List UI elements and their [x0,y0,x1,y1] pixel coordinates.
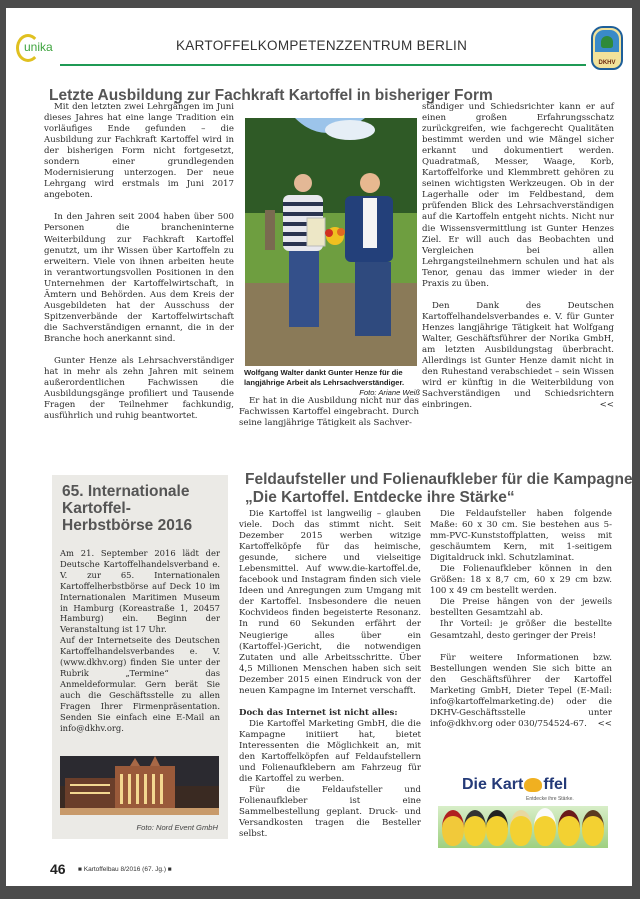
potato-face-icon [464,810,486,846]
article1-column-2 [239,396,419,429]
unika-logo [16,34,64,64]
paragraph: ständiger und Schiedsrichter kann er auf einen großen Erfahrungsschatz zurückgreifen, wie fachgerecht Qualitäten bestimmt werden und wie Mängel sicher erkannt und dokumentiert werden. Quadratmaß, Messer, Waage, Korb, Kartoffelforke und Klemmbrett gehören zu seinen wichtigsten Werkzeugen. Ob in der Lagerhalle oder im Feldbestand, dem prüfenden Blick des Lehrsachverständigen auf die Kartoffeln entgeht nichts. Nicht nur die Wissensvermittlung ist Gunter Henzes Ziel. Er will auch das Beobachten und Vergleichen bei allen Lehrgangsteilnehmern schulen und hat als Tenor, genau das immer wieder in der Praxis zu üben. [422,102,614,289]
campaign-logo: Die Kart ffel [462,776,568,793]
article2-column-2 [430,509,612,730]
museum-photo [60,756,219,815]
dkhv-logo-text: DKHV [598,60,616,66]
paragraph: Am 21. September 2016 lädt der Deutsche Kartoffelhandelsverband e. V. zur 65. Internationalen Kartoffelherbstbörse auf Deck 10 im Internationalen Maritimen Museum in Hamburg (Koreastraße 1, 20457 Hamburg) ein. Beginn der Veranstaltung ist 17 Uhr. [60,548,220,635]
article2-subheading: Doch das Internet ist nicht alles: [239,707,398,718]
paragraph: Den Dank des Deutschen Kartoffelhandelsverbandes e. V. für Gunter Henzes langjährige Tätigkeit hat Wolfgang Walter, Geschäftsführer der Norika GmbH, am letzten Ausbildungstag überbracht. Allerdings ist Gunter Henze damit nicht in den Ruhestand verabschiedet – sein Wissen wird er künftig in die Weiterbildung von Sachverständigen und Schiedsrichtern einbringen. << [422,300,614,411]
potato-face-icon [534,808,556,846]
article-end-mark: << [599,400,614,411]
photo-credit: Foto: Ariane Weiß [359,388,420,397]
article1-photo-caption [244,368,420,398]
two-men-award-photo [245,118,417,366]
potato-heart-icon [524,778,542,792]
potato-face-icon [510,810,532,846]
caption-text: Wolfgang Walter dankt Gunter Henze für die langjährige Arbeit als Lehrsachverständiger. [244,368,405,387]
paragraph: Für weitere Informationen bzw. Bestellungen wenden Sie sich bitte an den Geschäftsführer der Kartoffel Marketing GmbH, Dieter Tepel (E-Mail: info@kartoffelmarketing.de) oder die DKHV-Geschäftsstelle unter info@dkhv.org oder 030/754524-67. << [430,652,612,729]
unika-logo-text: unika [24,40,53,54]
publication-info: ■ Kartoffelbau 8/2016 (67. Jg.) ■ [78,866,172,873]
paragraph: Die Kartoffel ist langweilig – glauben viele. Doch das stimmt nicht. Seit Dezember 2015 werben witzige Kartoffelköpfe für das heimische, gesunde, sichere und vielseitige Lebensmittel. Auf www.die-kartoffel.de, facebook und Instagram finden sich viele Ideen und Anregungen zum Umgang mit der Kartoffel. Insbesondere die neuen Kochvideos finden begeisterte Resonanz. In rund 60 Sekunden erfährt der Neugierige alles über ein (Kartoffel-)Gericht, die notwendigen Zutaten und alle Arbeitsschritte. Über 4,5 Millionen Menschen haben sich seit Dezember 2015 einen Eindruck von der neuen Kampagne im Internet verschafft. [239,509,421,696]
paragraph: Mit den letzten zwei Lehrgängen im Juni dieses Jahres hat eine lange Tradition ein vorläufiges Ende gefunden – die Ausbildung zur Fachkraft Kartoffel wird in der bisherigen Form nicht fortgesetzt, sondern einer grundlegenden Modernisierung unterzogen. Der neue Lehrgang wird erstmals im Juni 2017 angeboten. [44,102,234,201]
article-end-mark: << [597,718,612,729]
museum-building-night-photo [60,756,219,815]
potato-face-icon [442,810,464,846]
die-kartoffel-campaign-ad [438,768,608,848]
event-info-box [52,475,228,839]
article2-column-1 [239,509,421,840]
section-header-title: KARTOFFELKOMPETENZZENTRUM BERLIN [176,38,468,53]
event-box-headline: 65. Internationale Kartoffel-Herbstbörse 2016 [62,483,193,534]
article1-column-1 [44,102,234,433]
potato-faces-illustration [438,806,608,848]
campaign-tagline: Entdecke ihre Stärke. [526,796,574,802]
paragraph: Die Preise hängen von der jeweils bestellten Gesamtzahl ab. [430,597,612,619]
article1-column-3 [422,102,614,422]
paragraph: Die Folienaufkleber können in den Größen: 18 x 8,7 cm, 60 x 29 cm bzw. 100 x 49 cm bestellt werden. [430,564,612,597]
museum-photo-credit: Foto: Nord Event GmbH [136,823,218,832]
paragraph: Für die Feldaufsteller und Folienaufkleber ist eine Sammelbestellung geplant. Druck- und Versandkosten tragen die Besteller selbst. [239,785,421,840]
event-box-body [60,548,220,733]
dkhv-emblem-icon [591,26,623,70]
potato-face-icon [486,810,508,846]
potato-face-icon [558,810,580,846]
paragraph: Ihr Vorteil: je größer die bestellte Gesamtzahl, desto geringer der Preis! [430,619,612,641]
paragraph: In den Jahren seit 2004 haben über 500 Personen die brancheninterne Weiterbildung zur Fachkraft Kartoffel genutzt, um ihr Wissen über Kartoffeln zu erweitern. Viele von ihnen arbeiten heute in verantwortungsvollen Positionen in den Unternehmen der Kartoffelwirtschaft, in Ämtern und Behörden. Aus dem Kreis der Ausgebildeten hat der Ausschuss der Spitzenverbände der Kartoffelwirtschaft die Sachverständigen ernannt, die in der Branche hoch anerkannt sind. [44,212,234,344]
potato-face-icon [582,810,604,846]
article1-photo [245,118,417,366]
paragraph: Die Kartoffel Marketing GmbH, die die Kampagne initiiert hat, bietet Interessenten die Möglichkeit an, mit den Kartoffelköpfen auf Feldaufstellern und Folienaufklebern am Fahrzeug für die Kartoffel zu werben. [239,718,421,785]
header-rule [60,64,586,66]
page-number: 46 [50,861,66,877]
article2-headline: Feldaufsteller und Folienaufkleber für die Kampagne „Die Kartoffel. Entdecke ihre Stärke“ [245,471,633,506]
paragraph: Er hat in die Ausbildung nicht nur das Fachwissen Kartoffel eingebracht. Durch seine langjährige Tätigkeit als Sachver- [239,396,419,429]
paragraph: Auf der Internetseite des Deutschen Kartoffelhandelsverbandes e. V. (www.dkhv.org) finden Sie unter der Rubrik „Termine“ das Anmeldeformular. Gern berät Sie auch die Geschäftsstelle zu allen Fragen Ihrer Firmenpräsentation. Senden Sie einfach eine E-Mail an info@dkhv.org. [60,635,220,733]
paragraph: Die Feldaufsteller haben folgende Maße: 60 x 30 cm. Sie bestehen aus 5-mm-PVC-Kunststoffplatten, weiss mit geschäumtem Kern, mit 1-seitigem Digitaldruck inkl. Schutzlaminat. [430,509,612,564]
paragraph: Gunter Henze als Lehrsachverständiger hat in mehr als zehn Jahren mit seinem außerordentlichen Fachwissen die Ausbildungsgänge profiliert und Tausende Fragen der Teilnehmer fachkundig, ausführlich und ruhig beantwortet. [44,355,234,422]
magazine-page [6,8,632,886]
article1-headline: Letzte Ausbildung zur Fachkraft Kartoffel in bisheriger Form [49,87,493,104]
